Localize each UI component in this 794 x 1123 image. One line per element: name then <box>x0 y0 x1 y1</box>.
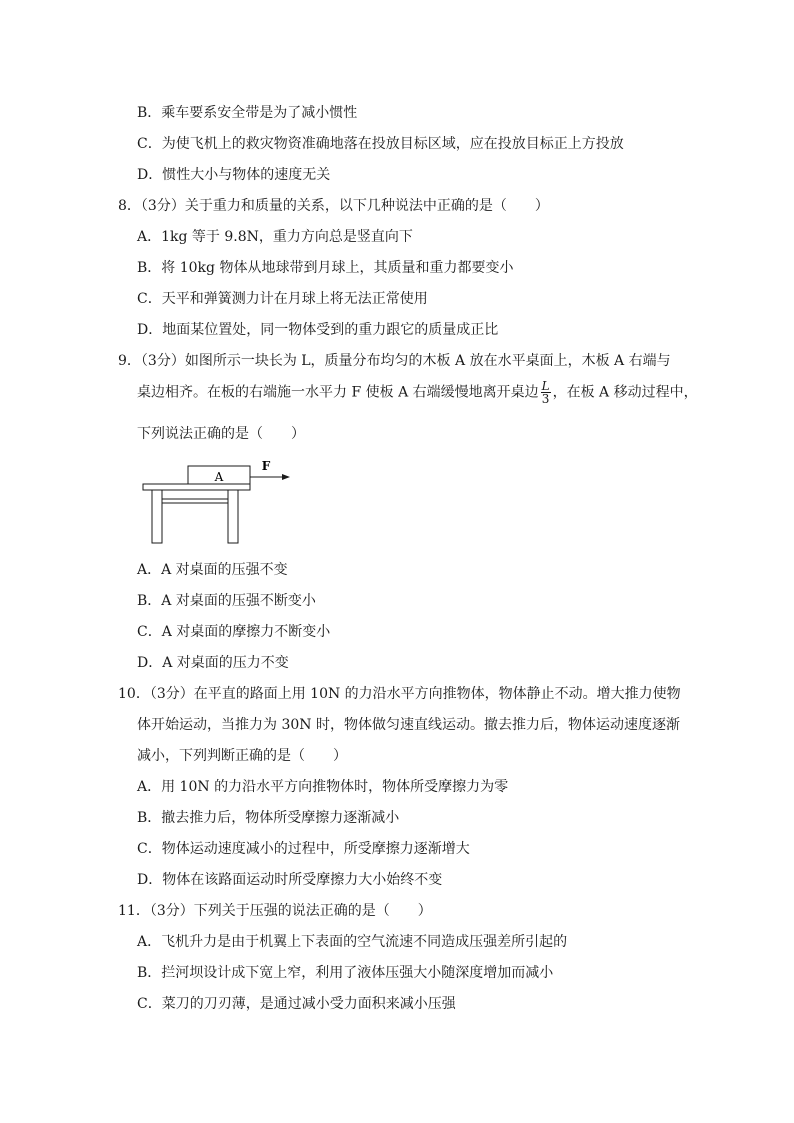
q8-stem: 8．（3分）关于重力和质量的关系，以下几种说法中正确的是（ ） <box>118 198 549 214</box>
table-right-leg <box>228 490 238 543</box>
q7-option-c: C．为使飞机上的救灾物资准确地落在投放目标区域，应在投放目标正上方投放 <box>137 136 624 152</box>
q7-option-d: D．惯性大小与物体的速度无关 <box>137 167 331 183</box>
q9-stem-line2-b: ，在板 A 移动过程中， <box>552 384 698 401</box>
q9-option-b: B．A 对桌面的压强不断变小 <box>137 593 316 609</box>
q9-stem-line2 <box>137 380 698 405</box>
q11-option-b: B．拦河坝设计成下宽上窄，利用了液体压强大小随深度增加而减小 <box>137 965 554 981</box>
q9-option-a: A．A 对桌面的压强不变 <box>137 562 288 578</box>
q10-option-b: B．撤去推力后，物体所受摩擦力逐渐减小 <box>137 810 400 826</box>
fraction-denominator: 3 <box>541 392 550 406</box>
force-label: F <box>261 460 271 473</box>
table-top <box>143 484 250 490</box>
q10-stem-line3: 减小，下列判断正确的是（ ） <box>137 748 347 764</box>
table-left-leg <box>152 490 162 543</box>
fraction-l-over-3 <box>541 380 551 405</box>
q11-stem: 11．（3分）下列关于压强的说法正确的是（ ） <box>118 903 432 919</box>
q10-option-c: C．物体运动速度减小的过程中，所受摩擦力逐渐增大 <box>137 841 470 857</box>
force-arrow-head <box>282 474 290 480</box>
fraction-numerator: L <box>541 379 550 393</box>
q9-stem-line3: 下列说法正确的是（ ） <box>137 426 305 442</box>
q8-option-b: B．将 10kg 物体从地球带到月球上，其质量和重力都要变小 <box>137 260 514 276</box>
q9-stem-line2-a: 桌边相齐。在板的右端施一水平力 F 使板 A 右端缓慢地离开桌边 <box>137 384 539 401</box>
q11-option-c: C．菜刀的刀刃薄，是通过减小受力面积来减小压强 <box>137 996 456 1012</box>
q8-option-c: C．天平和弹簧测力计在月球上将无法正常使用 <box>137 291 428 307</box>
q10-option-a: A．用 10N 的力沿水平方向推物体时，物体所受摩擦力为零 <box>137 779 509 795</box>
q9-option-c: C．A 对桌面的摩擦力不断变小 <box>137 624 331 640</box>
q8-option-d: D．地面某位置处，同一物体受到的重力跟它的质量成正比 <box>137 322 499 338</box>
q9-stem-line1: 9．（3分）如图所示一块长为 L，质量分布均匀的木板 A 放在水平桌面上，木板 A 右端与 <box>118 353 671 369</box>
q11-option-a: A．飞机升力是由于机翼上下表面的空气流速不同造成压强差所引起的 <box>137 934 568 950</box>
q10-stem-line2: 体开始运动，当推力为 30N 时，物体做匀速直线运动。撤去推力后，物体运动速度逐渐 <box>137 717 680 733</box>
q8-option-a: A．1kg 等于 9.8N，重力方向总是竖直向下 <box>137 229 413 245</box>
q9-option-d: D．A 对桌面的压力不变 <box>137 655 289 671</box>
q7-option-b: B．乘车要系安全带是为了减小惯性 <box>137 105 358 121</box>
board-a-label: A <box>214 470 224 484</box>
table-board-figure <box>140 460 300 550</box>
q10-stem-line1: 10．（3分）在平直的路面上用 10N 的力沿水平方向推物体，物体静止不动。增大推力使物 <box>118 686 681 702</box>
q10-option-d: D．物体在该路面运动时所受摩擦力大小始终不变 <box>137 872 443 888</box>
